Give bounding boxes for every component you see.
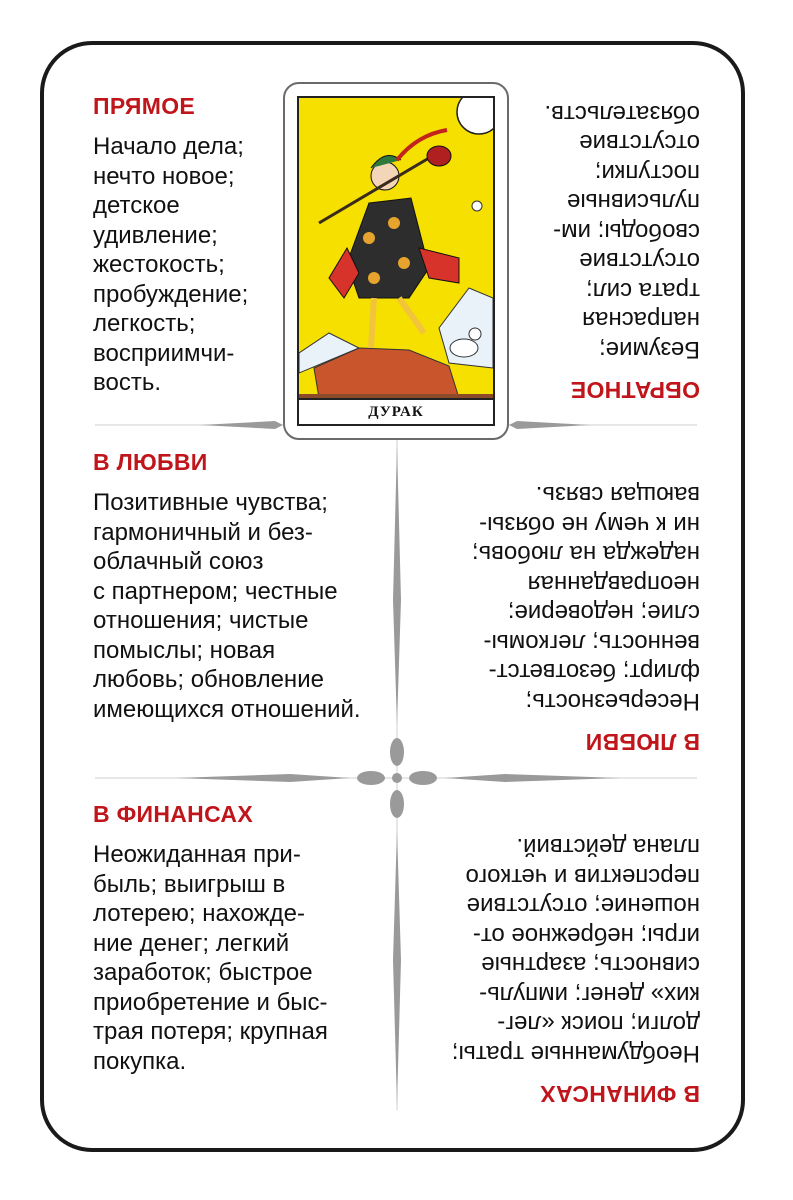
heading-upright: ПРЯМОЕ [93,93,196,119]
text-line: Несерьезность; [525,688,700,715]
tarot-card-image [283,82,509,440]
text-upright [93,132,248,398]
heading-reversed: ОБРАТНОЕ [570,377,700,403]
section-love-reversed [432,470,700,756]
text-reversed [508,99,700,365]
text-line: имеющихся отношений. [93,695,361,723]
text-line: восприимчи- [93,339,235,367]
text-line: ношение; отсутствие [466,892,700,920]
tarot-illustration [297,96,495,426]
tarot-card-name: ДУРАК [299,398,493,424]
text-love-upright [93,488,361,724]
text-line: Неожиданная при- [93,841,301,868]
text-line: удивление; [93,221,218,249]
text-line: трата сил; [586,277,700,304]
text-line: лотерею; нахожде- [93,900,306,927]
text-line: ких» денег; импуль- [479,981,700,1008]
text-line: венность; легкомы- [483,629,700,656]
text-line: плана действий. [516,833,700,861]
text-line: с партнером; честные [93,577,338,605]
heading-love-upright: В ЛЮБВИ [93,449,208,475]
text-line: гармоничный и без- [93,518,313,546]
text-line: заработок; быстрое [93,959,313,986]
text-line: перспектив и четкого [465,863,700,890]
text-line: обязательств. [544,100,700,127]
text-line: нечто новое; [93,162,235,190]
section-reversed [508,82,700,404]
text-line: ни к чему не обязы- [479,511,700,538]
text-line: поступки; [594,159,700,186]
text-line: долги; поиск «лег- [497,1010,700,1038]
text-line: надежда на любовь; [471,540,700,568]
text-line: приобретение и быс- [93,988,328,1016]
section-finance-upright [93,800,328,1076]
text-love-reversed [432,480,700,716]
section-upright [93,92,248,398]
text-finance-reversed [418,832,700,1068]
text-line: вающая связь. [535,481,700,509]
text-line: пульсивные [567,188,700,216]
text-line: легкость; [93,310,196,337]
text-line: флирт; безответст- [488,658,700,686]
text-line: облачный союз [93,548,264,575]
text-line: Начало дела; [93,133,244,160]
fool-figure-illustration [299,98,493,424]
text-line: детское [93,192,180,219]
text-line: отсутствие [579,247,700,275]
section-love-upright [93,448,361,724]
text-line: пробуждение; [93,280,249,308]
text-line: игры; небрежное от- [472,922,700,949]
text-line: Безумие; [599,336,700,363]
heading-finance-reversed: В ФИНАНСАХ [540,1081,700,1107]
text-line: свободы; им- [553,218,700,245]
text-line: любовь; обновление [93,666,324,693]
heading-finance-upright: В ФИНАНСАХ [93,801,253,827]
text-line: Позитивные чувства; [93,489,328,516]
section-finance-reversed [418,822,700,1108]
text-line: отсутствие [579,129,700,157]
text-line: ние денег; легкий [93,929,290,957]
heading-love-reversed: В ЛЮБВИ [585,729,700,755]
text-line: сивность; азартные [481,951,700,979]
text-line: жестокость; [93,251,225,278]
text-line: слие; недоверие; [507,599,700,627]
text-line: помыслы; новая [93,636,276,664]
text-line: покупка. [93,1047,187,1075]
text-finance-upright [93,840,328,1076]
text-line: напрасная [582,306,700,334]
text-line: неоправданная [527,570,700,597]
text-line: трая потеря; крупная [93,1018,328,1045]
text-line: вость. [93,369,161,396]
text-line: отношения; чистые [93,607,309,634]
text-line: быль; выигрыш в [93,870,286,898]
text-line: Необдуманные траты; [451,1040,700,1067]
